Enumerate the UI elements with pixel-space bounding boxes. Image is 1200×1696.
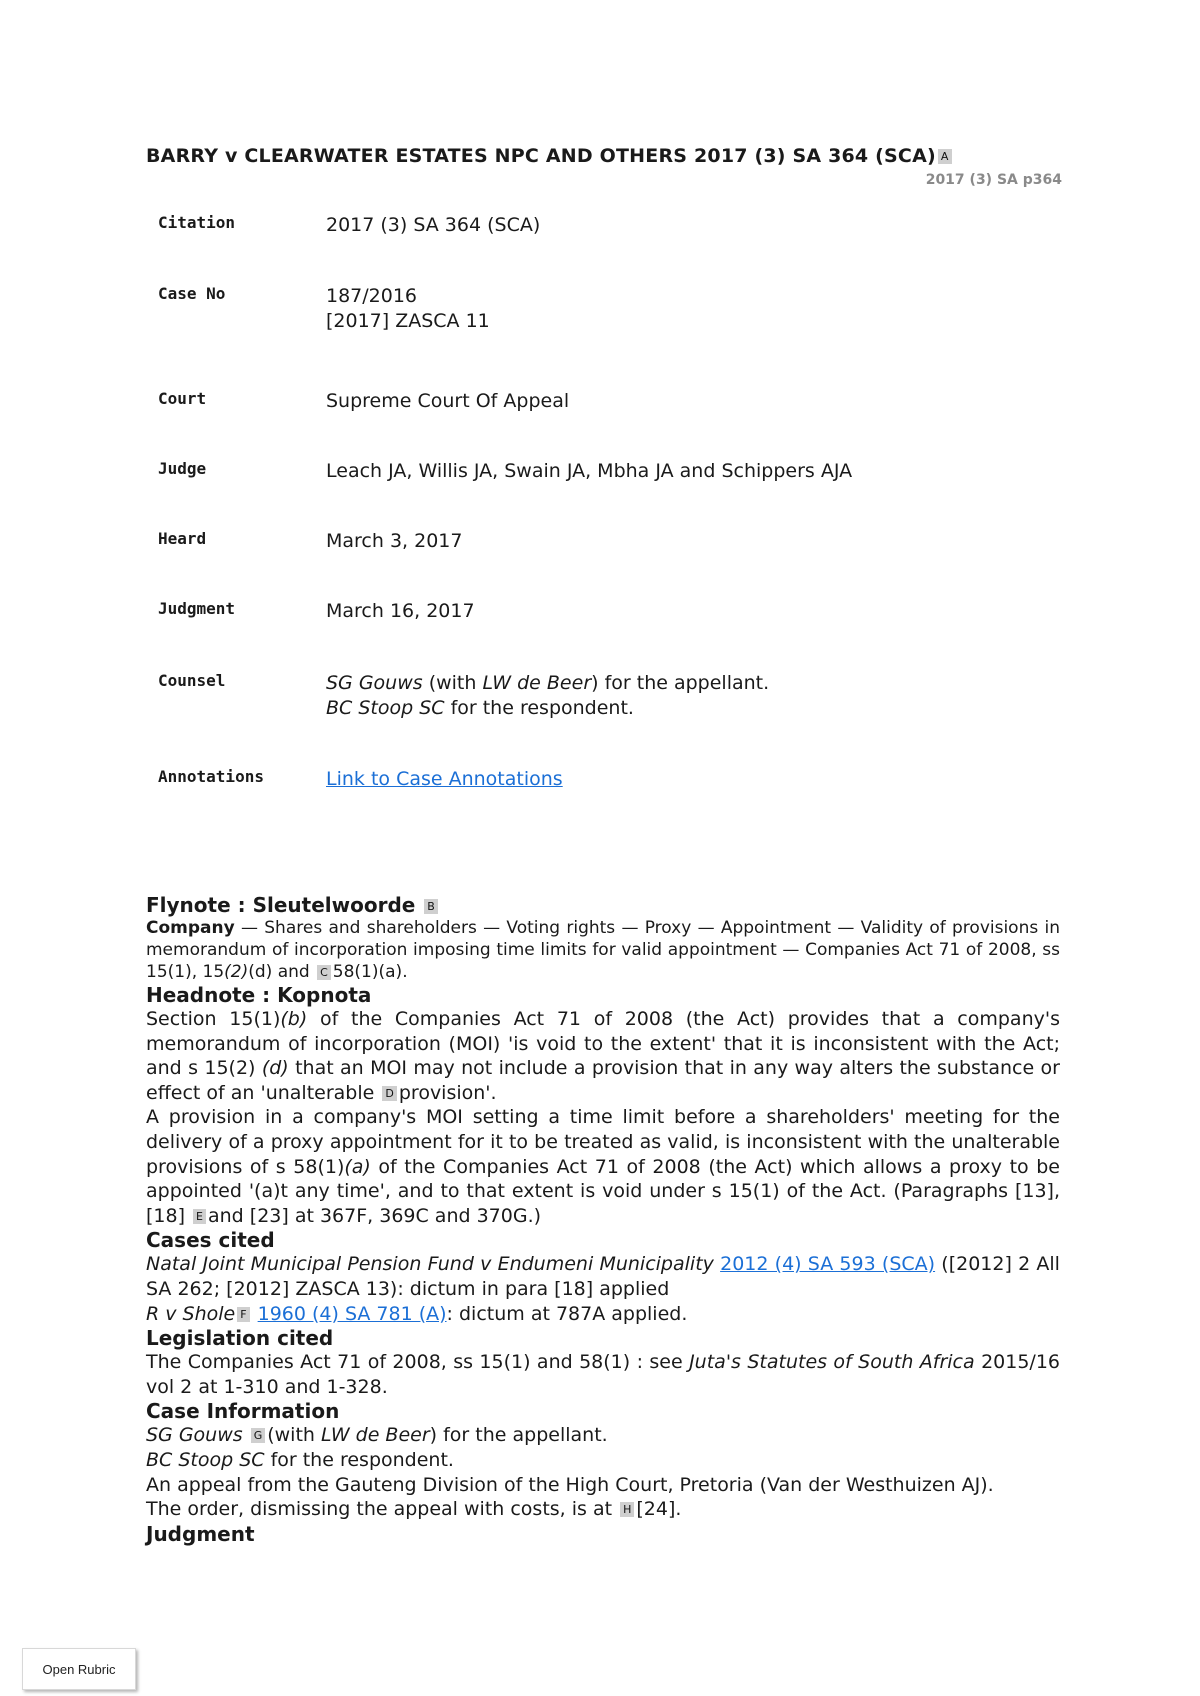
flynote-text-1: — Shares and shareholders — Voting rights — Proxy — Appointment — Validity of provisions in memorandum of incorporation imposing time limits for valid appointment — Companies Act 71 of 2008, ss 15(1), 15 xyxy=(146,918,1060,982)
headnote-p2-c: of the Companies Act 71 of 2008 (the Act) which allows a proxy to be appointed '(a)t any time', and to that extent is void under s 15(1) of the Act. (Paragraphs [13], [18] xyxy=(146,1155,1060,1227)
counsel-name-3: BC Stoop SC xyxy=(326,697,445,719)
case-info-name-3: BC Stoop SC xyxy=(146,1448,265,1471)
case-info-line-2 xyxy=(146,1448,1060,1473)
margin-marker-c: C xyxy=(317,965,331,980)
judge-label: Judge xyxy=(158,459,207,478)
margin-marker-h: H xyxy=(620,1502,634,1517)
case-1-name: Natal Joint Municipal Pension Fund v Endumeni Municipality xyxy=(146,1253,714,1276)
flynote-text-4: 58(1)(a). xyxy=(332,962,408,982)
counsel-label: Counsel xyxy=(158,671,226,690)
counsel-name-2: LW de Beer xyxy=(482,672,592,694)
headnote-heading: Headnote : Kopnota xyxy=(146,983,372,1007)
case-info-text-1: (with xyxy=(267,1424,321,1447)
flynote-heading xyxy=(146,893,1060,917)
legislation-text-a: The Companies Act 71 of 2008, ss 15(1) and 58(1) : see xyxy=(146,1351,690,1374)
flynote-text-3: (d) and xyxy=(248,962,316,982)
case-info-text-2: ) for the appellant. xyxy=(429,1424,608,1447)
case-no-line-2: [2017] ZASCA 11 xyxy=(326,310,490,332)
heard-value: March 3, 2017 xyxy=(326,530,463,552)
case-info-line-3: An appeal from the Gauteng Division of the High Court, Pretoria (Van der Westhuizen AJ). xyxy=(146,1473,994,1496)
margin-marker-d: D xyxy=(382,1086,396,1101)
counsel-text-3: for the respondent. xyxy=(444,697,634,719)
case-1-link[interactable]: 2012 (4) SA 593 (SCA) xyxy=(720,1253,936,1276)
counsel-text-2: ) for the appellant. xyxy=(591,672,770,694)
judgment-value: March 16, 2017 xyxy=(326,600,475,622)
case-2-link[interactable]: 1960 (4) SA 781 (A) xyxy=(257,1302,447,1325)
headnote-p1-f: provision'. xyxy=(398,1081,497,1104)
court-label: Court xyxy=(158,389,207,408)
case-title-text: BARRY v CLEARWATER ESTATES NPC AND OTHERS 2017 (3) SA 364 (SCA) xyxy=(146,145,936,167)
margin-marker-e: E xyxy=(193,1209,206,1224)
case-no-line-1: 187/2016 xyxy=(326,285,418,307)
headnote-paragraph-2 xyxy=(146,1105,1060,1228)
flynote-text-2: (2) xyxy=(224,962,249,982)
counsel-line-2 xyxy=(326,696,769,721)
heard-label: Heard xyxy=(158,529,207,548)
headnote-p1-a: Section 15(1) xyxy=(146,1008,281,1030)
case-2-name: R v Shole xyxy=(146,1302,236,1325)
legislation-text-c: 2015/16 vol 2 at 1-310 and 1-328. xyxy=(146,1351,1060,1398)
margin-marker-b: B xyxy=(424,899,438,914)
headnote-p2-b: (a) xyxy=(344,1155,371,1178)
headnote-paragraph-1 xyxy=(146,1007,1060,1105)
case-info-name-2: LW de Beer xyxy=(321,1424,430,1447)
case-cited-1 xyxy=(146,1252,1060,1301)
case-info-line-1 xyxy=(146,1423,1060,1448)
page-reference: 2017 (3) SA p364 xyxy=(925,172,1062,188)
case-1-rest: ([2012] 2 All SA 262; [2012] ZASCA 13): dictum in para [18] applied xyxy=(146,1253,1060,1300)
headnote-p2-a: A provision in a company's MOI setting a time limit before a shareholders' meeting for the delivery of a proxy appointment for it to be treated as valid, is inconsistent with the unalterable provisions of s 58(1) xyxy=(146,1106,1060,1178)
case-annotations-link[interactable]: Link to Case Annotations xyxy=(326,768,563,790)
flynote-lead: Company xyxy=(146,918,235,938)
legislation-text xyxy=(146,1350,1060,1399)
headnote-p1-e: that an MOI may not include a provision that in any way alters the substance or effect of an 'unalterable xyxy=(146,1057,1060,1104)
case-info-text-3: for the respondent. xyxy=(264,1448,454,1471)
legislation-heading: Legislation cited xyxy=(146,1326,334,1351)
flynote-heading-text: Flynote : Sleutelwoorde xyxy=(146,893,416,917)
headnote-p1-b: (b) xyxy=(280,1008,308,1030)
margin-marker-g: G xyxy=(251,1428,266,1443)
case-information-heading: Case Information xyxy=(146,1399,340,1424)
counsel-text-1: (with xyxy=(422,672,483,694)
case-no-value xyxy=(326,284,490,334)
headnote-p1-c: of the Companies Act 71 of 2008 (the Act) provides that a company's memorandum of incorporation (MOI) 'is void to the extent' that it is inconsistent with the Act; and s 15(2) xyxy=(146,1008,1060,1080)
annotations-value xyxy=(326,767,563,792)
case-info-line-4 xyxy=(146,1497,1060,1522)
document-body xyxy=(146,893,1060,1546)
cases-cited-heading: Cases cited xyxy=(146,1228,275,1253)
case-no-label: Case No xyxy=(158,284,226,303)
court-value: Supreme Court Of Appeal xyxy=(326,390,570,412)
headnote-p2-d: and [23] at 367F, 369C and 370G.) xyxy=(208,1204,542,1227)
flynote-text xyxy=(146,917,1060,983)
legislation-text-b: Juta's Statutes of South Africa xyxy=(689,1351,975,1374)
judgment-label: Judgment xyxy=(158,599,236,618)
margin-marker-a: A xyxy=(938,149,952,164)
case-info-text-5: [24]. xyxy=(636,1498,682,1521)
case-info-name-1: SG Gouws xyxy=(146,1424,243,1447)
annotations-label: Annotations xyxy=(158,767,264,786)
case-title xyxy=(146,145,954,167)
open-rubric-badge[interactable]: Open Rubric xyxy=(22,1648,136,1690)
citation-value: 2017 (3) SA 364 (SCA) xyxy=(326,214,541,236)
counsel-value xyxy=(326,671,769,721)
case-2-rest: : dictum at 787A applied. xyxy=(446,1302,688,1325)
case-cited-2 xyxy=(146,1302,1060,1327)
citation-label: Citation xyxy=(158,213,236,232)
margin-marker-f: F xyxy=(237,1307,249,1322)
judgment-heading: Judgment xyxy=(146,1521,255,1546)
counsel-line-1 xyxy=(326,671,769,696)
headnote-p1-d: (d) xyxy=(261,1057,289,1080)
case-info-text-4: The order, dismissing the appeal with costs, is at xyxy=(146,1498,619,1521)
counsel-name-1: SG Gouws xyxy=(326,672,423,694)
judge-value: Leach JA, Willis JA, Swain JA, Mbha JA and Schippers AJA xyxy=(326,460,853,482)
